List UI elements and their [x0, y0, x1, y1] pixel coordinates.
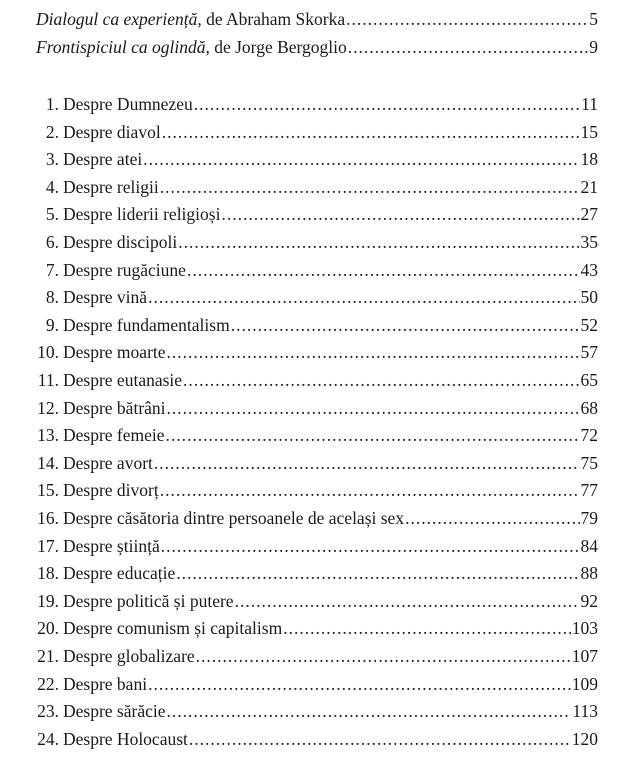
- toc-chapter-entry: [0, 201, 624, 227]
- toc-chapter-entry: [0, 505, 624, 531]
- toc-page-number: 107: [571, 646, 598, 666]
- toc-intro-title-italic: Frontispiciul ca oglindă: [36, 37, 206, 57]
- toc-chapter-entry: [0, 257, 624, 283]
- toc-page-number: 84: [580, 535, 598, 556]
- toc-page-number: 72: [580, 425, 598, 446]
- toc-chapter-number: 13.: [37, 425, 59, 446]
- toc-chapter-number: 18.: [37, 563, 59, 584]
- toc-chapter-entry: [0, 726, 624, 752]
- toc-page-number: 65: [580, 370, 598, 390]
- toc-chapter-leader: [63, 726, 598, 752]
- toc-chapter-leader: [63, 229, 598, 255]
- toc-intro-entry: [0, 34, 624, 60]
- toc-chapter-number: 6.: [45, 232, 59, 252]
- toc-chapter-entry: [0, 560, 624, 586]
- toc-chapter-leader: [63, 698, 598, 724]
- toc-chapter-entry: [0, 450, 624, 476]
- dot-leader: [167, 395, 580, 421]
- toc-chapter-number: 20.: [37, 618, 59, 639]
- toc-chapter-leader: [63, 505, 598, 531]
- toc-chapter-entry: [0, 146, 624, 172]
- toc-chapter-entry: [0, 312, 624, 338]
- toc-chapter-leader: [63, 146, 598, 172]
- toc-page-number: 52: [580, 314, 598, 335]
- dot-leader: [196, 643, 571, 669]
- toc-chapter-title: Despre femeie: [63, 425, 165, 446]
- toc-chapter-number: 14.: [37, 452, 59, 473]
- dot-leader: [235, 588, 580, 614]
- toc-page-number: 113: [572, 701, 598, 722]
- toc-chapter-number: 24.: [37, 728, 59, 749]
- toc-chapter-leader: [63, 450, 598, 476]
- toc-chapter-leader: [63, 257, 598, 283]
- toc-chapter-entry: [0, 339, 624, 365]
- toc-chapter-title: Despre religii: [63, 176, 159, 197]
- toc-chapter-leader: [63, 367, 598, 393]
- toc-page-number: 43: [580, 259, 598, 280]
- dot-leader: [160, 477, 580, 503]
- toc-chapter-number: 8.: [45, 287, 59, 308]
- dot-leader: [167, 339, 580, 365]
- toc-page-number: 109: [571, 673, 598, 694]
- toc-page-number: 57: [580, 342, 598, 363]
- toc-chapter-title: Despre sărăcie: [63, 701, 166, 722]
- toc-chapter-number: 16.: [37, 508, 59, 528]
- toc-chapter-entry: [0, 174, 624, 200]
- toc-chapter-entry: [0, 367, 624, 393]
- toc-chapter-leader: [63, 422, 598, 448]
- toc-intro-title-author: , de Abraham Skorka: [197, 9, 346, 29]
- toc-chapter-title: Despre Holocaust: [63, 728, 188, 749]
- dot-leader: [160, 174, 580, 200]
- dot-leader: [178, 229, 579, 255]
- toc-chapter-title: Despre Dumnezeu: [63, 94, 193, 114]
- toc-page-number: 79: [580, 508, 598, 528]
- toc-page-number: 75: [580, 452, 598, 473]
- toc-chapter-number: 21.: [37, 646, 59, 666]
- toc-page-number: 15: [580, 121, 598, 142]
- toc-intro-title-author: , de Jorge Bergoglio: [205, 37, 347, 57]
- toc-page-number: 9: [589, 37, 598, 57]
- toc-chapter-title: Despre diavol: [63, 121, 161, 142]
- toc-chapter-title: Despre vină: [63, 287, 148, 308]
- toc-page-number: 68: [580, 397, 598, 418]
- toc-chapter-number: 1.: [45, 94, 59, 114]
- toc-chapter-number: 17.: [37, 535, 59, 556]
- toc-chapter-title: Despre discipoli: [63, 232, 178, 252]
- toc-chapter-entry: [0, 229, 624, 255]
- toc-intro-title: [36, 34, 347, 60]
- toc-chapter-leader: [63, 201, 598, 227]
- dot-leader: [162, 119, 580, 145]
- toc-chapter-entry: [0, 91, 624, 117]
- toc-chapter-title: Despre politică și putere: [63, 590, 234, 611]
- toc-chapter-leader: [63, 533, 598, 559]
- dot-leader: [348, 34, 588, 60]
- toc-chapter-number: 19.: [37, 590, 59, 611]
- toc-chapter-title: Despre avort: [63, 452, 153, 473]
- toc-chapter-title: Despre moarte: [63, 342, 166, 363]
- dot-leader: [161, 533, 580, 559]
- dot-leader: [148, 671, 571, 697]
- toc-chapter-number: 9.: [45, 314, 59, 335]
- toc-chapter-leader: [63, 91, 598, 117]
- toc-chapter-entry: [0, 671, 624, 697]
- toc-chapter-number: 7.: [45, 259, 59, 280]
- toc-chapter-number: 11.: [37, 370, 59, 390]
- toc-intro-title-italic: Dialogul ca experiență: [36, 9, 198, 29]
- dot-leader: [231, 312, 580, 338]
- toc-chapter-title: Despre divorț: [63, 480, 159, 501]
- toc-chapter-title: Despre comunism și capitalism: [63, 618, 283, 639]
- toc-chapter-entry: [0, 119, 624, 145]
- toc-chapter-title: Despre rugăciune: [63, 259, 186, 280]
- toc-chapter-entry: [0, 588, 624, 614]
- toc-chapter-leader: [63, 119, 598, 145]
- toc-chapter-leader: [63, 560, 598, 586]
- dot-leader: [167, 698, 572, 724]
- toc-chapter-title: Despre căsătoria dintre persoanele de același sex: [63, 508, 405, 528]
- toc-chapter-entry: [0, 422, 624, 448]
- toc-chapter-number: 12.: [37, 397, 59, 418]
- toc-page-number: 21: [580, 176, 598, 197]
- toc-chapter-number: 2.: [45, 121, 59, 142]
- toc-page-number: 35: [580, 232, 598, 252]
- toc-chapter-number: 22.: [37, 673, 59, 694]
- toc-chapter-entry: [0, 395, 624, 421]
- toc-chapter-number: 23.: [37, 701, 59, 722]
- toc-chapter-leader: [63, 312, 598, 338]
- toc-chapter-leader: [63, 395, 598, 421]
- toc-chapter-entry: [0, 643, 624, 669]
- toc-chapter-leader: [63, 284, 598, 310]
- dot-leader: [187, 257, 580, 283]
- toc-chapter-number: 3.: [45, 149, 59, 170]
- dot-leader: [346, 6, 588, 32]
- toc-page-number: 50: [580, 287, 598, 308]
- dot-leader: [189, 726, 571, 752]
- toc-chapter-title: Despre eutanasie: [63, 370, 183, 390]
- toc-chapter-leader: [63, 339, 598, 365]
- dot-leader: [176, 560, 579, 586]
- toc-chapter-title: Despre bani: [63, 673, 148, 694]
- toc-chapter-entry: [0, 698, 624, 724]
- dot-leader: [221, 201, 579, 227]
- dot-leader: [154, 450, 580, 476]
- toc-page-number: 27: [580, 204, 598, 225]
- toc-page-number: 5: [589, 9, 598, 29]
- toc-chapter-leader: [63, 615, 598, 641]
- toc-page-number: 77: [580, 480, 598, 501]
- toc-chapter-leader: [63, 477, 598, 503]
- dot-leader: [194, 91, 580, 117]
- dot-leader: [148, 284, 579, 310]
- toc-chapter-leader: [63, 588, 598, 614]
- toc-intro-entry: [0, 6, 624, 32]
- toc-chapter-title: Despre liderii religioși: [63, 204, 221, 225]
- toc-page-number: 88: [580, 563, 598, 584]
- dot-leader: [143, 146, 579, 172]
- toc-chapter-leader: [63, 174, 598, 200]
- toc-page-number: 11: [581, 94, 598, 114]
- toc-chapter-entry: [0, 284, 624, 310]
- toc-page-number: 92: [580, 590, 598, 611]
- toc-chapter-number: 15.: [37, 480, 59, 501]
- toc-chapter-title: Despre educație: [63, 563, 176, 584]
- toc-page-number: 18: [580, 149, 598, 170]
- toc-chapter-title: Despre globalizare: [63, 646, 195, 666]
- toc-chapter-entry: [0, 615, 624, 641]
- toc-intro-title: [36, 6, 345, 32]
- toc-chapter-entry: [0, 533, 624, 559]
- toc-chapter-leader: [63, 643, 598, 669]
- toc-page-number: 103: [571, 618, 598, 639]
- toc-chapter-title: Despre fundamentalism: [63, 314, 230, 335]
- toc-chapter-title: Despre atei: [63, 149, 143, 170]
- dot-leader: [405, 505, 579, 531]
- dot-leader: [166, 422, 580, 448]
- toc-chapter-number: 5.: [45, 204, 59, 225]
- toc-chapter-title: Despre bătrâni: [63, 397, 166, 418]
- toc-page-number: 120: [571, 728, 598, 749]
- toc-chapter-leader: [63, 671, 598, 697]
- toc-chapter-number: 10.: [37, 342, 59, 363]
- toc-chapter-number: 4.: [45, 176, 59, 197]
- dot-leader: [183, 367, 579, 393]
- toc-chapter-entry: [0, 477, 624, 503]
- dot-leader: [283, 615, 571, 641]
- toc-chapter-title: Despre știință: [63, 535, 160, 556]
